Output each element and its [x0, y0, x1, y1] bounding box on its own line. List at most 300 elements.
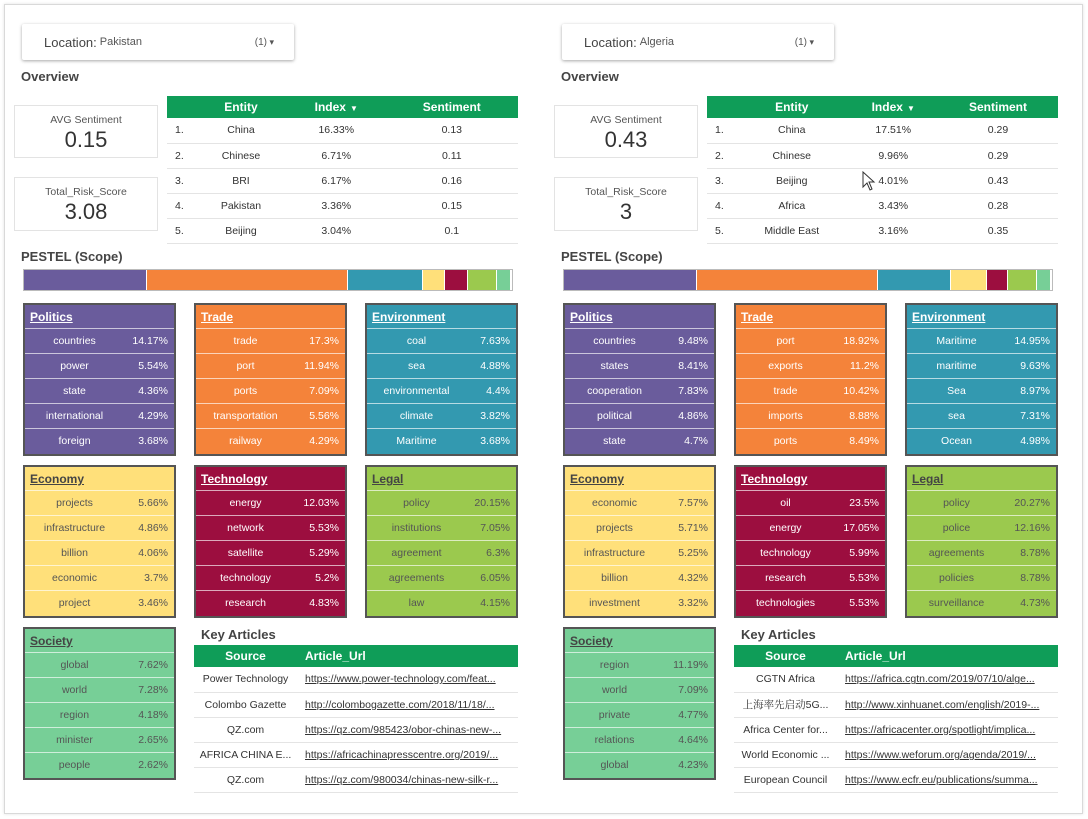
term-percent: 5.25% [678, 547, 708, 559]
column-header-label: Sentiment [422, 100, 481, 114]
column-header-index[interactable] [287, 96, 386, 118]
card-row[interactable] [25, 702, 174, 727]
index-cell: 6.17% [287, 168, 386, 193]
term-percent: 11.2% [850, 360, 879, 372]
pestel-segment-society[interactable] [497, 270, 511, 290]
row-number: 3. [707, 168, 735, 193]
row-number: 2. [167, 143, 195, 168]
card-title[interactable]: Trade [201, 310, 234, 324]
card-row[interactable] [565, 515, 714, 540]
column-header-index[interactable] [848, 96, 938, 118]
card-title[interactable]: Politics [30, 310, 73, 324]
card-row[interactable] [367, 540, 516, 565]
card-row[interactable] [25, 590, 174, 615]
term-label: project [58, 597, 91, 609]
sentiment-cell: 0.1 [386, 219, 518, 244]
term-percent: 7.31% [1020, 410, 1050, 422]
pestel-segment-economy[interactable] [951, 270, 986, 290]
term-label: world [61, 684, 88, 696]
table-row[interactable] [194, 717, 518, 742]
column-header-label: Sentiment [968, 100, 1027, 114]
location-filter[interactable] [22, 24, 294, 60]
article-url-link[interactable]: http://www.xinhuanet.com/english/2019-... [837, 692, 1058, 717]
card-row[interactable] [25, 565, 174, 590]
term-percent: 12.03% [303, 497, 339, 509]
term-label: agreements [388, 572, 445, 584]
article-url-link[interactable]: https://qz.com/985423/obor-chinas-new-... [297, 717, 518, 742]
card-row[interactable] [196, 353, 345, 378]
pestel-card-technology [734, 465, 887, 618]
row-number: 1. [167, 118, 195, 143]
term-label: political [596, 410, 633, 422]
pestel-segment-environment[interactable] [348, 270, 423, 290]
article-url-link[interactable]: https://africachinapresscentre.org/2019/... [297, 743, 518, 768]
location-filter-label: Location: [44, 34, 97, 50]
term-label: policy [403, 497, 430, 509]
term-percent: 7.83% [678, 385, 708, 397]
card-row[interactable] [367, 565, 516, 590]
card-row[interactable] [25, 752, 174, 777]
term-label: Sea [947, 385, 966, 397]
source-cell: QZ.com [194, 768, 297, 793]
table-row[interactable] [734, 717, 1058, 742]
term-label: Ocean [941, 435, 972, 447]
card-row[interactable] [25, 515, 174, 540]
card-title[interactable]: Society [30, 634, 73, 648]
term-percent: 4.83% [309, 597, 339, 609]
card-row[interactable] [565, 752, 714, 777]
card-row[interactable] [907, 565, 1056, 590]
term-label: projects [596, 522, 633, 534]
source-cell: AFRICA CHINA E... [194, 743, 297, 768]
overview-title: Overview [561, 69, 619, 84]
term-label: research [765, 572, 806, 584]
term-percent: 8.97% [1020, 385, 1050, 397]
term-percent: 4.73% [1020, 597, 1050, 609]
table-row[interactable] [167, 219, 518, 244]
term-percent: 4.86% [138, 522, 168, 534]
term-percent: 4.88% [480, 360, 510, 372]
term-label: exports [768, 360, 803, 372]
card-title[interactable]: Economy [30, 472, 85, 486]
card-row[interactable] [736, 428, 885, 453]
index-cell: 4.01% [848, 168, 938, 193]
card-row[interactable] [907, 490, 1056, 515]
term-label: technologies [756, 597, 815, 609]
card-row[interactable] [907, 540, 1056, 565]
card-title[interactable]: Legal [372, 472, 404, 486]
card-title[interactable]: Environment [912, 310, 986, 324]
pestel-segment-environment[interactable] [878, 270, 952, 290]
card-row[interactable] [196, 515, 345, 540]
term-label: economic [592, 497, 637, 509]
term-percent: 4.4% [486, 385, 510, 397]
article-url-link[interactable]: https://www.ecfr.eu/publications/summa... [837, 768, 1058, 793]
card-title[interactable]: Technology [201, 472, 268, 486]
card-row[interactable] [367, 515, 516, 540]
location-filter-value: Pakistan [99, 36, 142, 48]
term-percent: 8.88% [849, 410, 879, 422]
term-percent: 9.63% [1020, 360, 1050, 372]
location-filter-count[interactable]: (1) ▾ [795, 37, 814, 48]
card-row[interactable] [196, 378, 345, 403]
sentiment-cell: 0.43 [938, 168, 1058, 193]
row-number: 3. [167, 168, 195, 193]
table-row[interactable] [707, 168, 1058, 193]
table-row[interactable] [734, 692, 1058, 717]
table-row[interactable] [167, 143, 518, 168]
column-header-source[interactable]: Source [194, 645, 297, 667]
table-header [707, 96, 1058, 118]
table-row[interactable] [194, 768, 518, 793]
card-row[interactable] [907, 428, 1056, 453]
card-row[interactable] [736, 565, 885, 590]
term-label: countries [53, 335, 96, 347]
column-header-entity[interactable] [195, 96, 287, 118]
card-row[interactable] [25, 328, 174, 353]
term-label: infrastructure [43, 522, 106, 534]
term-percent: 11.19% [673, 659, 708, 671]
card-title[interactable]: Trade [741, 310, 774, 324]
article-url-link[interactable]: https://www.weforum.org/agenda/2019/... [837, 743, 1058, 768]
article-url-link[interactable]: https://africacenter.org/spotlight/implica... [837, 717, 1058, 742]
term-percent: 20.15% [474, 497, 510, 509]
row-number: 2. [707, 143, 735, 168]
article-url-link[interactable]: https://qz.com/980034/chinas-new-silk-r... [297, 768, 518, 793]
card-title[interactable]: Technology [741, 472, 808, 486]
scorecard-label: Total_Risk_Score [585, 186, 667, 198]
term-percent: 7.62% [138, 659, 168, 671]
card-row[interactable] [565, 428, 714, 453]
pestel-segment-trade[interactable] [147, 270, 348, 290]
pestel-segment-society[interactable] [1037, 270, 1051, 290]
card-row[interactable] [565, 565, 714, 590]
card-row[interactable] [736, 328, 885, 353]
table-row[interactable] [167, 168, 518, 193]
term-label: imports [768, 410, 803, 422]
card-row[interactable] [565, 328, 714, 353]
term-percent: 4.7% [684, 435, 708, 447]
card-row[interactable] [736, 540, 885, 565]
term-label: railway [229, 435, 262, 447]
pestel-card-politics [23, 303, 176, 456]
card-row[interactable] [736, 490, 885, 515]
card-row[interactable] [565, 540, 714, 565]
card-row[interactable] [367, 490, 516, 515]
pestel-segment-politics[interactable] [24, 270, 147, 290]
index-cell: 3.43% [848, 194, 938, 219]
card-row[interactable] [196, 428, 345, 453]
card-row[interactable] [367, 403, 516, 428]
entity-cell: Chinese [195, 143, 287, 168]
card-row[interactable] [736, 515, 885, 540]
pestel-card-trade [734, 303, 887, 456]
term-label: global [600, 759, 629, 771]
avg-sentiment-scorecard [554, 105, 698, 158]
column-header-label: Entity [224, 100, 258, 114]
term-percent: 4.15% [480, 597, 510, 609]
scorecard-label: AVG Sentiment [50, 114, 122, 126]
scorecard-value: 0.15 [64, 127, 108, 152]
column-header-sentiment[interactable] [938, 96, 1058, 118]
term-label: policy [943, 497, 970, 509]
table-row[interactable] [734, 768, 1058, 793]
pestel-title: PESTEL (Scope) [21, 249, 123, 264]
scorecard-value: 0.43 [604, 127, 648, 152]
entity-table [167, 96, 518, 244]
card-row[interactable] [25, 403, 174, 428]
term-label: policies [938, 572, 975, 584]
pestel-card-environment [905, 303, 1058, 456]
column-header-sentiment[interactable] [386, 96, 518, 118]
table-row[interactable] [734, 743, 1058, 768]
term-label: ports [233, 385, 258, 397]
header-spacer [707, 96, 735, 118]
card-row[interactable] [196, 540, 345, 565]
term-percent: 7.05% [480, 522, 510, 534]
term-percent: 5.54% [138, 360, 168, 372]
term-percent: 3.68% [480, 435, 510, 447]
article-url-link[interactable]: https://www.power-technology.com/feat... [297, 667, 518, 692]
card-row[interactable] [565, 727, 714, 752]
card-row[interactable] [25, 428, 174, 453]
pestel-segment-politics[interactable] [564, 270, 697, 290]
term-label: agreement [391, 547, 442, 559]
key-articles-title: Key Articles [201, 627, 276, 642]
pestel-card-society [23, 627, 176, 780]
term-percent: 7.09% [309, 385, 339, 397]
card-row[interactable] [25, 677, 174, 702]
row-number: 1. [707, 118, 735, 143]
pestel-segment-trade[interactable] [697, 270, 878, 290]
card-row[interactable] [196, 565, 345, 590]
term-label: trade [773, 385, 798, 397]
mouse-cursor-icon [862, 171, 876, 191]
term-label: research [225, 597, 266, 609]
term-label: satellite [227, 547, 264, 559]
term-label: surveillance [928, 597, 985, 609]
term-percent: 5.56% [309, 410, 339, 422]
term-percent: 4.23% [678, 759, 708, 771]
entity-cell: China [735, 118, 848, 143]
table-header [194, 645, 518, 667]
term-label: oil [780, 497, 791, 509]
pestel-card-legal [905, 465, 1058, 618]
card-row[interactable] [25, 353, 174, 378]
term-label: trade [233, 335, 258, 347]
index-cell: 3.16% [848, 219, 938, 244]
card-row[interactable] [367, 428, 516, 453]
card-row[interactable] [907, 590, 1056, 615]
term-label: global [60, 659, 89, 671]
table-row[interactable] [194, 743, 518, 768]
term-label: technology [760, 547, 811, 559]
term-label: law [408, 597, 425, 609]
card-title[interactable]: Legal [912, 472, 944, 486]
table-row[interactable] [194, 667, 518, 692]
term-percent: 5.53% [849, 597, 879, 609]
pestel-card-legal [365, 465, 518, 618]
pestel-segment-technology[interactable] [987, 270, 1008, 290]
card-row[interactable] [367, 378, 516, 403]
card-row[interactable] [736, 378, 885, 403]
card-row[interactable] [907, 515, 1056, 540]
term-label: network [227, 522, 264, 534]
card-title[interactable]: Politics [570, 310, 613, 324]
header-spacer [167, 96, 195, 118]
term-label: port [236, 360, 255, 372]
sentiment-cell: 0.11 [386, 143, 518, 168]
card-row[interactable] [565, 652, 714, 677]
card-row[interactable] [565, 490, 714, 515]
pestel-card-environment [365, 303, 518, 456]
card-title[interactable]: Economy [570, 472, 625, 486]
card-row[interactable] [196, 590, 345, 615]
card-row[interactable] [25, 540, 174, 565]
card-row[interactable] [25, 727, 174, 752]
entity-cell: Beijing [735, 168, 848, 193]
term-percent: 6.05% [480, 572, 510, 584]
article-url-link[interactable]: https://africa.cgtn.com/2019/07/10/alge... [837, 667, 1058, 692]
source-cell: World Economic ... [734, 743, 837, 768]
card-title[interactable]: Society [570, 634, 613, 648]
column-header-source[interactable]: Source [734, 645, 837, 667]
card-row[interactable] [25, 378, 174, 403]
table-header [734, 645, 1058, 667]
table-row[interactable] [734, 667, 1058, 692]
pestel-card-technology [194, 465, 347, 618]
term-percent: 14.17% [132, 335, 168, 347]
table-row[interactable] [167, 194, 518, 219]
table-row[interactable] [194, 692, 518, 717]
index-cell: 3.04% [287, 219, 386, 244]
source-cell: CGTN Africa [734, 667, 837, 692]
pestel-segment-technology[interactable] [445, 270, 467, 290]
term-label: sea [408, 360, 425, 372]
card-row[interactable] [196, 403, 345, 428]
card-row[interactable] [736, 590, 885, 615]
table-row[interactable] [167, 118, 518, 143]
term-label: climate [399, 410, 434, 422]
table-row[interactable] [707, 219, 1058, 244]
term-percent: 9.48% [678, 335, 708, 347]
card-row[interactable] [907, 328, 1056, 353]
term-label: state [603, 435, 626, 447]
term-label: region [59, 709, 90, 721]
source-cell: QZ.com [194, 717, 297, 742]
card-row[interactable] [907, 378, 1056, 403]
entity-cell: Pakistan [195, 194, 287, 219]
term-label: foreign [58, 435, 91, 447]
key-articles-table [734, 645, 1058, 793]
term-label: billion [61, 547, 88, 559]
term-label: world [601, 684, 628, 696]
card-row[interactable] [907, 353, 1056, 378]
sentiment-cell: 0.28 [938, 194, 1058, 219]
term-percent: 20.27% [1014, 497, 1050, 509]
card-row[interactable] [736, 353, 885, 378]
card-row[interactable] [565, 590, 714, 615]
location-filter-count[interactable]: (1) ▾ [255, 37, 274, 48]
term-percent: 3.46% [138, 597, 168, 609]
table-row[interactable] [707, 143, 1058, 168]
source-cell: 上海率先启动5G... [734, 692, 837, 717]
pestel-scope-bar[interactable] [23, 269, 513, 291]
column-header-article_url[interactable]: Article_Url [297, 645, 518, 667]
term-label: sea [948, 410, 965, 422]
term-percent: 4.36% [138, 385, 168, 397]
entity-cell: China [195, 118, 287, 143]
term-label: investment [589, 597, 640, 609]
pestel-card-economy [563, 465, 716, 618]
scorecard-label: Total_Risk_Score [45, 186, 127, 198]
term-label: region [599, 659, 630, 671]
term-label: technology [220, 572, 271, 584]
card-row[interactable] [907, 403, 1056, 428]
term-label: police [942, 522, 971, 534]
term-label: Maritime [396, 435, 437, 447]
card-row[interactable] [736, 403, 885, 428]
card-row[interactable] [196, 328, 345, 353]
location-panel [540, 0, 1050, 819]
entity-cell: Africa [735, 194, 848, 219]
card-row[interactable] [367, 328, 516, 353]
card-row[interactable] [565, 702, 714, 727]
entity-table [707, 96, 1058, 244]
entity-cell: BRI [195, 168, 287, 193]
card-row[interactable] [25, 652, 174, 677]
location-filter[interactable] [562, 24, 834, 60]
term-label: international [45, 410, 104, 422]
column-header-entity[interactable] [735, 96, 848, 118]
pestel-segment-economy[interactable] [423, 270, 445, 290]
card-row[interactable] [565, 353, 714, 378]
entity-cell: Chinese [735, 143, 848, 168]
pestel-segment-legal[interactable] [1008, 270, 1037, 290]
term-percent: 17.3% [309, 335, 339, 347]
term-percent: 4.77% [678, 709, 708, 721]
table-row[interactable] [707, 194, 1058, 219]
card-row[interactable] [196, 490, 345, 515]
card-title[interactable]: Environment [372, 310, 446, 324]
card-row[interactable] [367, 353, 516, 378]
column-header-label: Index [314, 100, 346, 114]
card-row[interactable] [367, 590, 516, 615]
pestel-segment-legal[interactable] [468, 270, 498, 290]
entity-cell: Middle East [735, 219, 848, 244]
card-row[interactable] [25, 490, 174, 515]
article-url-link[interactable]: http://colombogazette.com/2018/11/18/... [297, 692, 518, 717]
card-row[interactable] [565, 677, 714, 702]
term-percent: 7.57% [678, 497, 708, 509]
term-percent: 8.78% [1020, 547, 1050, 559]
term-percent: 4.32% [678, 572, 708, 584]
term-percent: 23.5% [849, 497, 879, 509]
term-label: cooperation [587, 385, 642, 397]
term-percent: 5.99% [849, 547, 879, 559]
column-header-article_url[interactable]: Article_Url [837, 645, 1058, 667]
table-row[interactable] [707, 118, 1058, 143]
term-label: energy [229, 497, 262, 509]
pestel-scope-bar[interactable] [563, 269, 1053, 291]
card-row[interactable] [565, 403, 714, 428]
sort-desc-icon: ▼ [906, 104, 915, 113]
term-percent: 8.78% [1020, 572, 1050, 584]
card-row[interactable] [565, 378, 714, 403]
term-label: power [60, 360, 89, 372]
risk-score-scorecard [554, 177, 698, 231]
term-percent: 12.16% [1014, 522, 1050, 534]
